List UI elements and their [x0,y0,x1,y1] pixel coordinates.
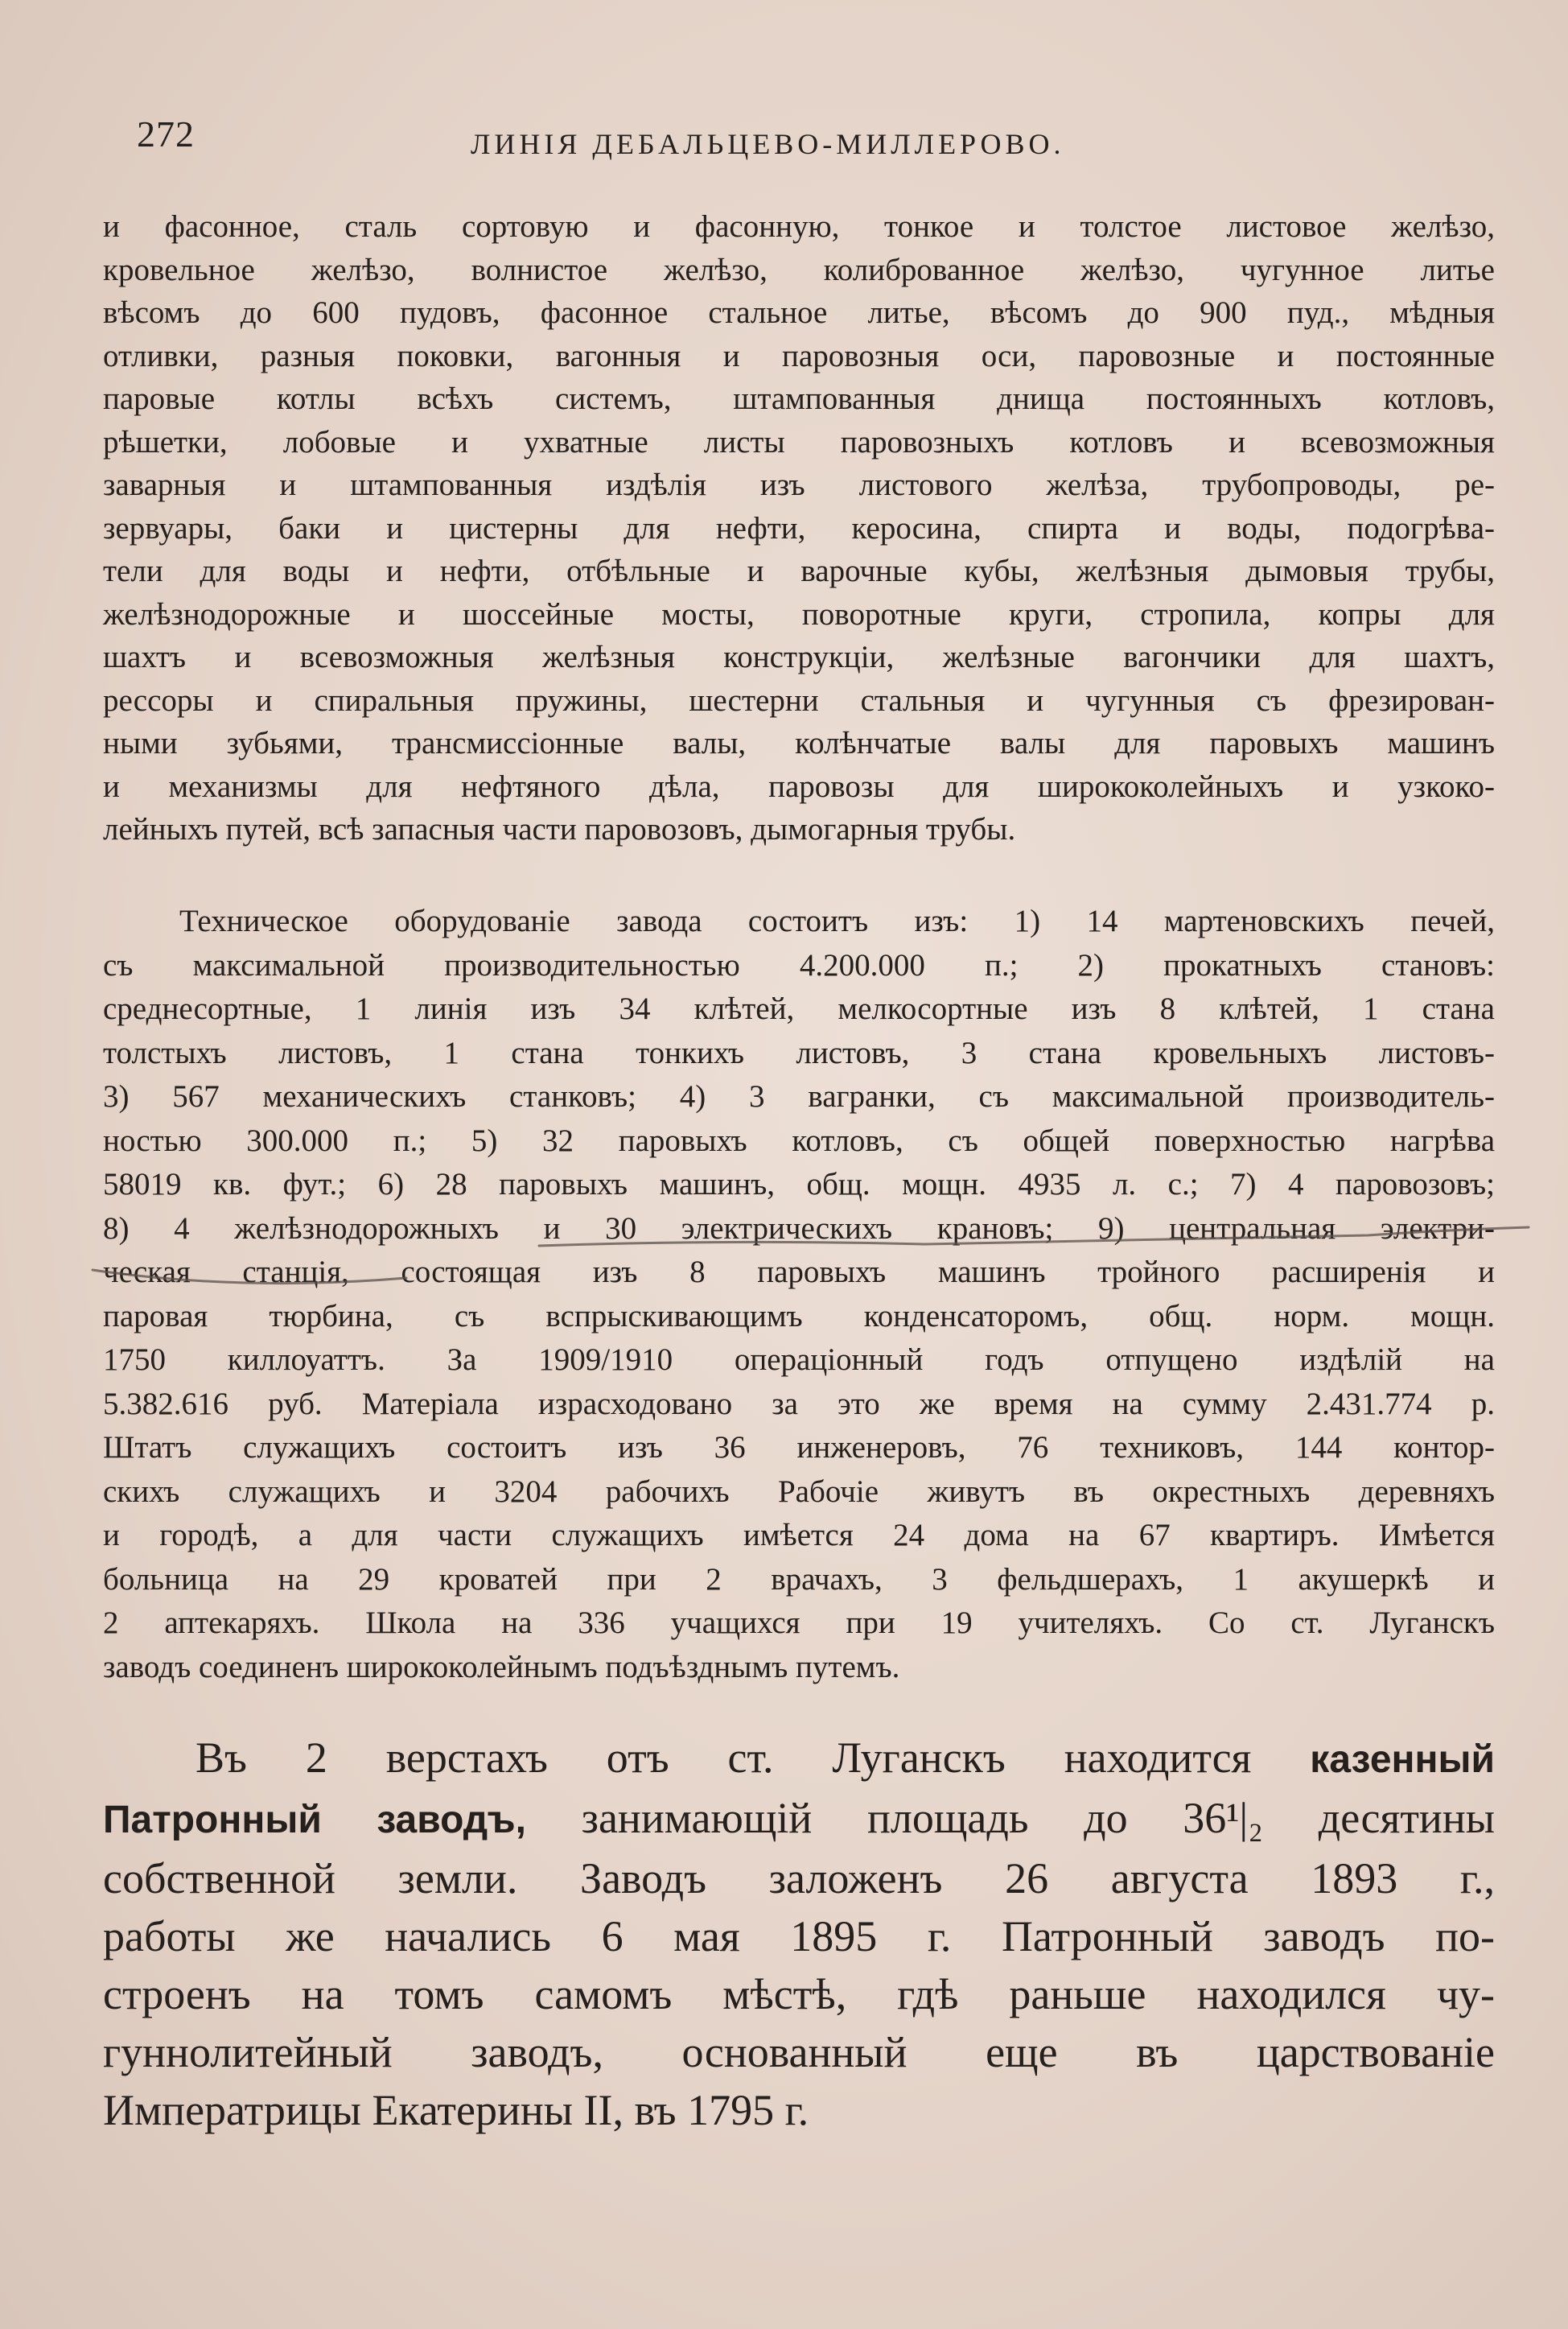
text-line: строенъ на томъ самомъ мѣстѣ, гдѣ раньше находился чу- [103,1970,1495,2018]
text-line: желѣзнодорожные и шоссейные мосты, поворотные круги, стропила, копры для [103,596,1495,632]
text-line: рессоры и спиральныя пружины, шестерни стальныя и чугунныя съ фрезирован- [103,682,1495,718]
text-line: съ максимальной производительностью 4.200.000 п.; 2) прокатныхъ становъ: [103,947,1495,983]
bold-text: казенный [1310,1738,1496,1781]
text-line: 58019 кв. фут.; 6) 28 паровыхъ машинъ, общ. мощн. 4935 л. с.; 7) 4 паровозовъ; [103,1167,1495,1202]
text-line: работы же начались 6 мая 1895 г. Патронный заводъ по- [103,1912,1495,1960]
text-line: и механизмы для нефтяного дѣла, паровозы для ширококолейныхъ и узкоко- [103,769,1495,804]
text-line: толстыхъ листовъ, 1 стана тонкихъ листовъ, 3 стана кровельныхъ листовъ- [103,1035,1495,1070]
text-line: 2 аптекаряхъ. Школа на 336 учащихся при 19 учителяхъ. Со ст. Луганскъ [103,1606,1495,1640]
text-line: кровельное желѣзо, волнистое желѣзо, колиброванное желѣзо, чугунное литье [103,252,1495,287]
text-line: ческая станція, состоящая изъ 8 паровыхъ машинъ тройного расширенія и [103,1255,1495,1289]
text-line [103,1789,1495,1849]
paragraph-products [103,205,1495,851]
page-number: 272 [137,113,195,155]
text-line: Императрицы Екатерины II, въ 1795 г. [103,2086,809,2134]
text-line: Техническое оборудованіе завода состоитъ изъ: 1) 14 мартеновскихъ печей, [179,904,1495,938]
text-line: гуннолитейный заводъ, основанный еще въ царствованіе [103,2028,1495,2076]
text-line: ностью 300.000 п.; 5) 32 паровыхъ котловъ, съ общей поверхностью нагрѣва [103,1123,1495,1158]
text-span: занимающій площадь до 36¹|₂ десятины [581,1794,1495,1842]
text-line: рѣшетки, лобовые и ухватные листы паровозныхъ котловъ и всевозможныя [103,424,1495,460]
text-line: заводъ соединенъ ширококолейнымъ подъѣзднымъ путемъ. [103,1649,900,1684]
paragraph-cartridge-plant [103,1729,1495,2139]
text-line: 1750 киллоуаттъ. За 1909/1910 операціонный годъ отпущено издѣлій на [103,1342,1495,1377]
text-line: и фасонное, сталь сортовую и фасонную, тонкое и толстое листовое желѣзо, [103,209,1495,244]
text-line: 3) 567 механическихъ станковъ; 4) 3 вагранки, съ максимальной производитель- [103,1079,1495,1114]
text-line: вѣсомъ до 600 пудовъ, фасонное стальное литье, вѣсомъ до 900 пуд., мѣдныя [103,295,1495,330]
running-title: ЛИНІЯ ДЕБАЛЬЦЕВО-МИЛЛЕРОВО. [471,128,1065,160]
text-line: скихъ служащихъ и 3204 рабочихъ Рабочіе живутъ въ окрестныхъ деревняхъ [103,1474,1495,1509]
text-line: ными зубьями, трансмиссіонные валы, колѣнчатые валы для паровыхъ машинъ [103,726,1495,761]
text-span: Въ 2 верстахъ отъ ст. Луганскъ находится [195,1733,1252,1782]
text-line: больница на 29 кроватей при 2 врачахъ, 3 фельдшерахъ, 1 акушеркѣ и [103,1561,1495,1597]
text-line: и городѣ, а для части служащихъ имѣется 24 дома на 67 квартиръ. Имѣется [103,1518,1495,1552]
text-line [103,1729,1495,1789]
text-line: собственной земли. Заводъ заложенъ 26 августа 1893 г., [103,1854,1495,1902]
text-line: паровая тюрбина, съ вспрыскивающимъ конденсаторомъ, общ. норм. мощн. [103,1298,1495,1334]
text-line: среднесортные, 1 линія изъ 34 клѣтей, мелкосортные изъ 8 клѣтей, 1 стана [103,991,1495,1026]
text-line: лейныхъ путей, всѣ запасныя части паровозовъ, дымогарныя трубы. [103,812,1016,847]
text-line: Штатъ служащихъ состоитъ изъ 36 инженеровъ, 76 техниковъ, 144 контор- [103,1430,1495,1465]
text-line: отливки, разныя поковки, вагонныя и паровозныя оси, паровозные и постоянные [103,338,1495,373]
text-line: 5.382.616 руб. Матеріала израсходовано за это же время на сумму 2.431.774 р. [103,1386,1495,1421]
text-line: зервуары, баки и цистерны для нефти, керосина, спирта и воды, подогрѣва- [103,510,1495,546]
text-line: заварныя и штампованныя издѣлія изъ листового желѣза, трубопроводы, ре- [103,468,1495,502]
paragraph-equipment [103,900,1495,1689]
text-line: шахтъ и всевозможныя желѣзныя конструкціи, желѣзные вагончики для шахтъ, [103,640,1495,674]
text-line: тели для воды и нефти, отбѣльные и варочные кубы, желѣзныя дымовыя трубы, [103,554,1495,588]
bold-text: Патронный заводъ, [103,1799,526,1841]
text-line: 8) 4 желѣзнодорожныхъ и 30 электрическихъ крановъ; 9) центральная электри- [103,1210,1495,1246]
text-line: паровые котлы всѣхъ системъ, штампованныя днища постоянныхъ котловъ, [103,381,1495,416]
